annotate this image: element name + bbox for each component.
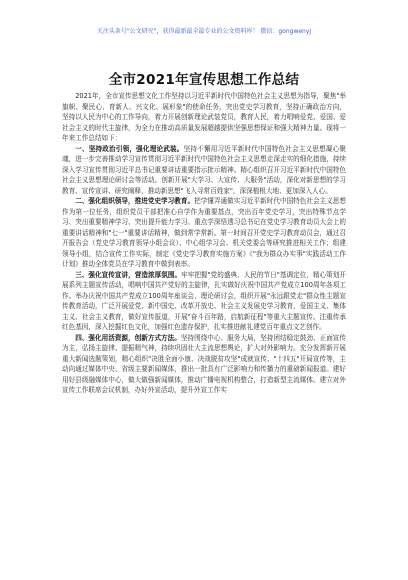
- paragraph-section-1: [62, 144, 346, 197]
- paragraph-text: 牢牢把握"党的盛典、人民的节日"基调定位，精心策划开展系列主题宣传活动，唱响中国共产党好的主旋律，扎实做好庆祝中国共产党成立100周年各项工作。举办庆祝中国共产党成立100周年座谈会、理论研讨会，组织开展"永远跟党走"群众性主题宣传教育活动，广泛开展爱党、新中国史、改革开放史、社会主义发展史学习教育，爱国主义、集体主义、社会主义教育，做好宣传报道，开展"奋斗百年路，启航新征程"等重大主题宣传。注重传承红色基因，深入挖掘红色文化，加强红色遗存保护，扎实推进献礼建党百年重点文艺创作。: [62, 270, 346, 331]
- section-heading: 二、强化组织领导，推进党史学习教育。: [75, 197, 195, 205]
- paragraph-text: 坚持不懈用习近平新时代中国特色社会主义思想凝心聚魂，进一步完善推动学习宣传贯彻习近平新时代中国特色社会主义思想走深走实的细化措施，持续深入学习宣传贯彻习近平总书记重要讲话重要指示批示精神。精心组织召开习近平新时代中国特色社会主义思想理论研讨会等活动。创新开展"大学习、大宣传、大服务"活动，深化对新思想的学习教育、宣传宣讲、研究阐释，推动新思想"飞入寻常百姓家"，深深植根大地、更加深入人心。: [62, 144, 347, 195]
- paragraph-section-2: [62, 196, 346, 270]
- paragraph-text: 把学懂弄通做实习近平新时代中国特色社会主义思想作为第一位任务，组织党员干部把准心自学作为重要基点，突出百年党史学习，突出特殊节点学习、突出重要精神学习、突出提升能力学习。重点学深悟透习总书记在党史学习教育动员大会上的重要讲话精神和"七一"重要讲话精神，做到常学常新。第一时间召开党史学习教育动员会，通过召开报告会（党史学习教育领导小组会议）、中心组学习会、机关党委会等研究推进相关工作；组建领导小组，结合宣传工作实际，制定《党史学习教育实施方案》《"我为群众办实事"实践活动工作计划》推动全体党员在学习教育中做到表率。: [62, 197, 347, 268]
- section-heading: 一、坚持政治引领，强化理论武装。: [75, 144, 184, 153]
- paragraph-text: 坚持围绕中心、服务大局，坚持团结稳定鼓劲、正面宣传为主，弘扬主旋律、提振精气神，持续巩固壮大主流思想舆论，扩大对外影响力。充分发挥新开展重大新闻选题策划，精心组织"决胜全面小康、决战脱贫攻坚"成就宣传、"十四五"开局宣传等，主动向通过媒体中央、省级主要新闻媒体，推出一批具有广泛影响力和传播力的重磅新闻报道。建好用好县级融媒体中心，做大做强新闻媒体，推动广播电视机构整合，打造新型主流媒体。建立对外宣传工作联席会议机制，办好外宣活动，提升外宣工作实: [62, 333, 346, 394]
- document-title: 全市2021年宣传思想工作总结: [108, 72, 300, 88]
- paragraph-section-4: [62, 333, 346, 396]
- paragraph-intro: [62, 91, 346, 144]
- paragraph-text: 2021年，全市宣传思想文化工作坚持以习近平新时代中国特色社会主义思想为指导，聚焦"举旗帜、聚民心、育新人、兴文化、展形象"的使命任务，突出党史学习教育，坚持正确政治方向，坚持以人民为中心的工作导向，着力开展创新理论武装党员，教育人民，着力唱响爱党、爱国、爱社会主义的时代主旋律，为全力在推动高质量发展超越提供坚强思想保证和强大精神力量。现将一年来工作总结如下：: [62, 92, 346, 142]
- section-heading: 四、强化用活资源，创新方式方法。: [75, 333, 181, 342]
- section-heading: 三、强化宣传宣讲，营造浓厚氛围。: [75, 270, 182, 279]
- document-body: [62, 91, 346, 396]
- promo-banner: 关注头条号"公文研究"，获得最新最全最专业的公文资料库！ 微信：gongwenyj: [96, 28, 312, 35]
- paragraph-section-3: [62, 270, 346, 333]
